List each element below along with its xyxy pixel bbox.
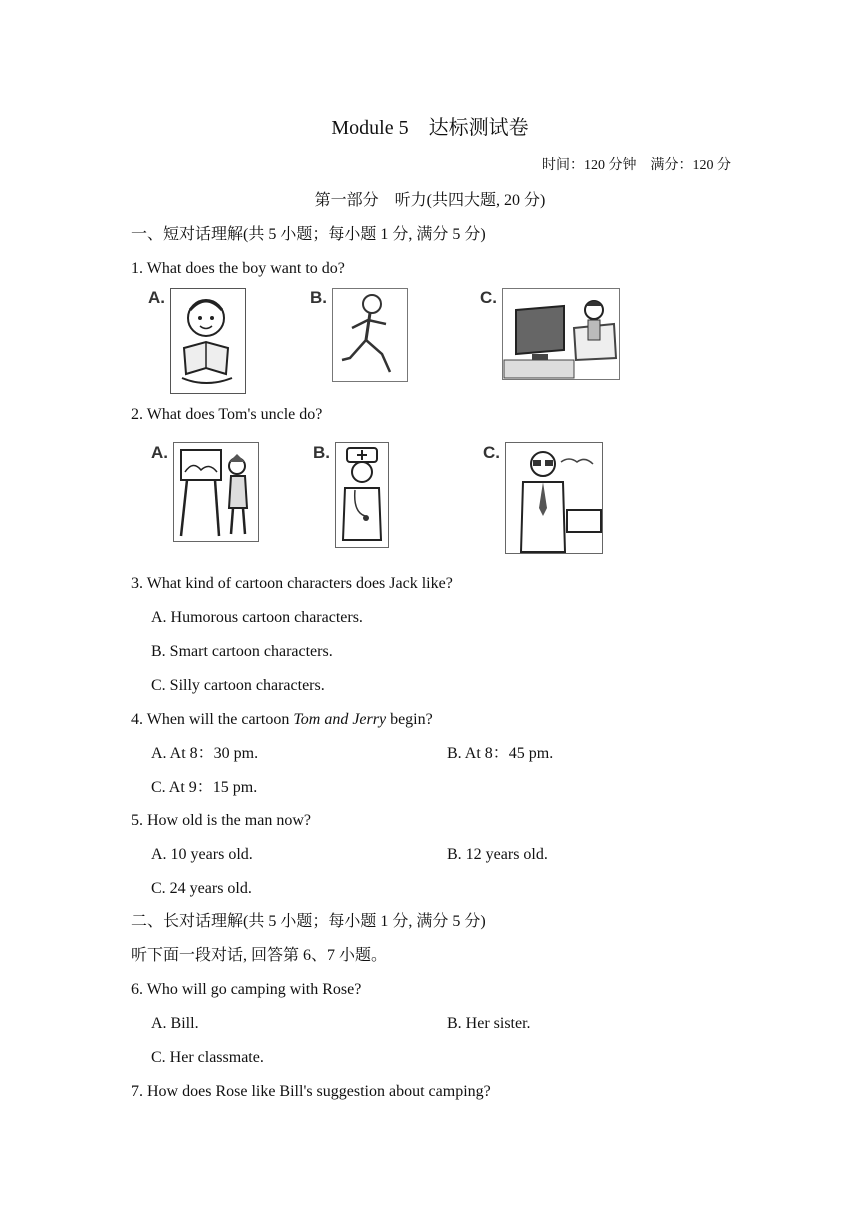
q1-option-c-label: C. xyxy=(480,288,497,307)
question-4-cartoon-title: Tom and Jerry xyxy=(293,711,387,728)
q6-option-a[interactable]: A. Bill. xyxy=(151,1015,199,1032)
q1-option-b-label: B. xyxy=(310,288,327,307)
q2-option-b-label: B. xyxy=(313,443,330,462)
q4-option-c[interactable]: C. At 9：15 pm. xyxy=(151,779,258,796)
doctor-icon[interactable] xyxy=(335,442,389,548)
q1-option-a-label: A. xyxy=(148,288,165,307)
q3-option-a[interactable]: A. Humorous cartoon characters. xyxy=(151,609,363,626)
q6-option-c[interactable]: C. Her classmate. xyxy=(151,1049,264,1066)
page-title: Module 5 达标测试卷 xyxy=(331,117,529,139)
boy-watching-tv-icon[interactable] xyxy=(502,288,620,380)
boy-reading-book-icon[interactable] xyxy=(170,288,246,394)
boy-running-icon[interactable] xyxy=(332,288,408,382)
q4-option-a[interactable]: A. At 8：30 pm. xyxy=(151,745,259,762)
q5-option-c[interactable]: C. 24 years old. xyxy=(151,880,252,897)
question-4-text-start: 4. When will the cartoon xyxy=(131,711,294,728)
q2-option-a-label: A. xyxy=(151,443,168,462)
q6-option-b[interactable]: B. Her sister. xyxy=(447,1015,531,1032)
q2-option-c-label: C. xyxy=(483,443,500,462)
question-3: 3. What kind of cartoon characters does Jack like? xyxy=(131,575,453,592)
exam-time-and-score: 时间：120 分钟 满分：120 分 xyxy=(542,158,731,173)
question-1: 1. What does the boy want to do? xyxy=(131,260,345,277)
question-4 xyxy=(131,710,433,730)
q3-option-c[interactable]: C. Silly cartoon characters. xyxy=(151,677,325,694)
question-4-text-end: begin? xyxy=(386,711,433,728)
question-7: 7. How does Rose like Bill's suggestion about camping? xyxy=(131,1083,491,1100)
teacher-icon[interactable] xyxy=(505,442,603,554)
q5-option-b[interactable]: B. 12 years old. xyxy=(447,846,548,863)
q5-option-a[interactable]: A. 10 years old. xyxy=(151,846,253,863)
q4-option-b[interactable]: B. At 8：45 pm. xyxy=(447,745,554,762)
part-heading: 第一部分 听力(共四大题, 20 分) xyxy=(314,192,546,209)
question-5: 5. How old is the man now? xyxy=(131,812,311,829)
question-6: 6. Who will go camping with Rose? xyxy=(131,981,362,998)
section1-heading: 一、短对话理解(共 5 小题；每小题 1 分, 满分 5 分) xyxy=(131,226,486,243)
listening-instruction: 听下面一段对话, 回答第 6、7 小题。 xyxy=(131,947,388,964)
painter-at-easel-icon[interactable] xyxy=(173,442,259,542)
question-2: 2. What does Tom's uncle do? xyxy=(131,406,323,423)
q3-option-b[interactable]: B. Smart cartoon characters. xyxy=(151,643,333,660)
section2-heading: 二、长对话理解(共 5 小题；每小题 1 分, 满分 5 分) xyxy=(131,913,486,930)
